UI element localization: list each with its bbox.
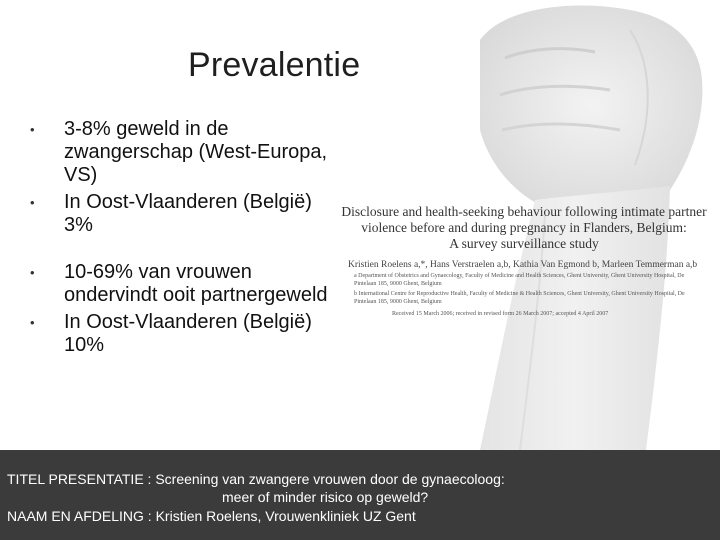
paper-affiliation: b International Centre for Reproductive Health, Faculty of Medicine & Health Sciences, Ghent University, Ghent University Hospital, De Pintelaan 185, 9000 Ghent, Belgium bbox=[354, 291, 685, 305]
paper-title-line: Disclosure and health-seeking behaviour following intimate partner bbox=[341, 204, 707, 219]
bullet-text: In Oost-Vlaanderen (België) 10% bbox=[64, 311, 312, 356]
paper-affiliation: a Department of Obstetrics and Gynaecology, Faculty of Medicine and Health Sciences, Ghent University, Ghent University Hospital, De Pintelaan 185, 9000 Ghent, Belgium bbox=[354, 273, 685, 287]
bullet-point-icon: • bbox=[30, 122, 35, 137]
bullet-item bbox=[28, 191, 328, 237]
bullet-point-icon: • bbox=[30, 315, 35, 330]
paper-title bbox=[340, 204, 708, 252]
bullet-item bbox=[28, 118, 328, 187]
bullet-text: 3-8% geweld in de zwangerschap (West-Europa, VS) bbox=[64, 118, 328, 186]
footer-presentation-title: TITEL PRESENTATIE : Screening van zwangere vrouwen door de gynaecoloog: bbox=[7, 471, 505, 487]
paper-title-line: violence before and during pregnancy in Flanders, Belgium: bbox=[361, 220, 687, 235]
bullet-list bbox=[28, 118, 328, 357]
paper-title-line: A survey surveillance study bbox=[449, 236, 599, 251]
paper-excerpt bbox=[340, 204, 708, 317]
slide-title: Prevalentie bbox=[188, 46, 361, 84]
paper-received-dates: Received 15 March 2006; received in revised form 26 March 2007; accepted 4 April 2007 bbox=[392, 311, 609, 317]
footer-bar bbox=[0, 450, 720, 540]
bullet-item bbox=[28, 311, 328, 357]
paper-authors: Kristien Roelens a,*, Hans Verstraelen a,b, Kathia Van Egmond b, Marleen Temmerman a,b bbox=[348, 260, 698, 270]
bullet-point-icon: • bbox=[30, 195, 35, 210]
bullet-item bbox=[28, 261, 328, 307]
bullet-text: 10-69% van vrouwen ondervindt ooit partnergeweld bbox=[64, 261, 328, 306]
bullet-point-icon: • bbox=[30, 265, 35, 280]
footer-author-department: NAAM EN AFDELING : Kristien Roelens, Vrouwenkliniek UZ Gent bbox=[7, 508, 416, 524]
bullet-text: In Oost-Vlaanderen (België) 3% bbox=[64, 191, 312, 236]
footer-presentation-subtitle: meer of minder risico op geweld? bbox=[222, 489, 429, 505]
